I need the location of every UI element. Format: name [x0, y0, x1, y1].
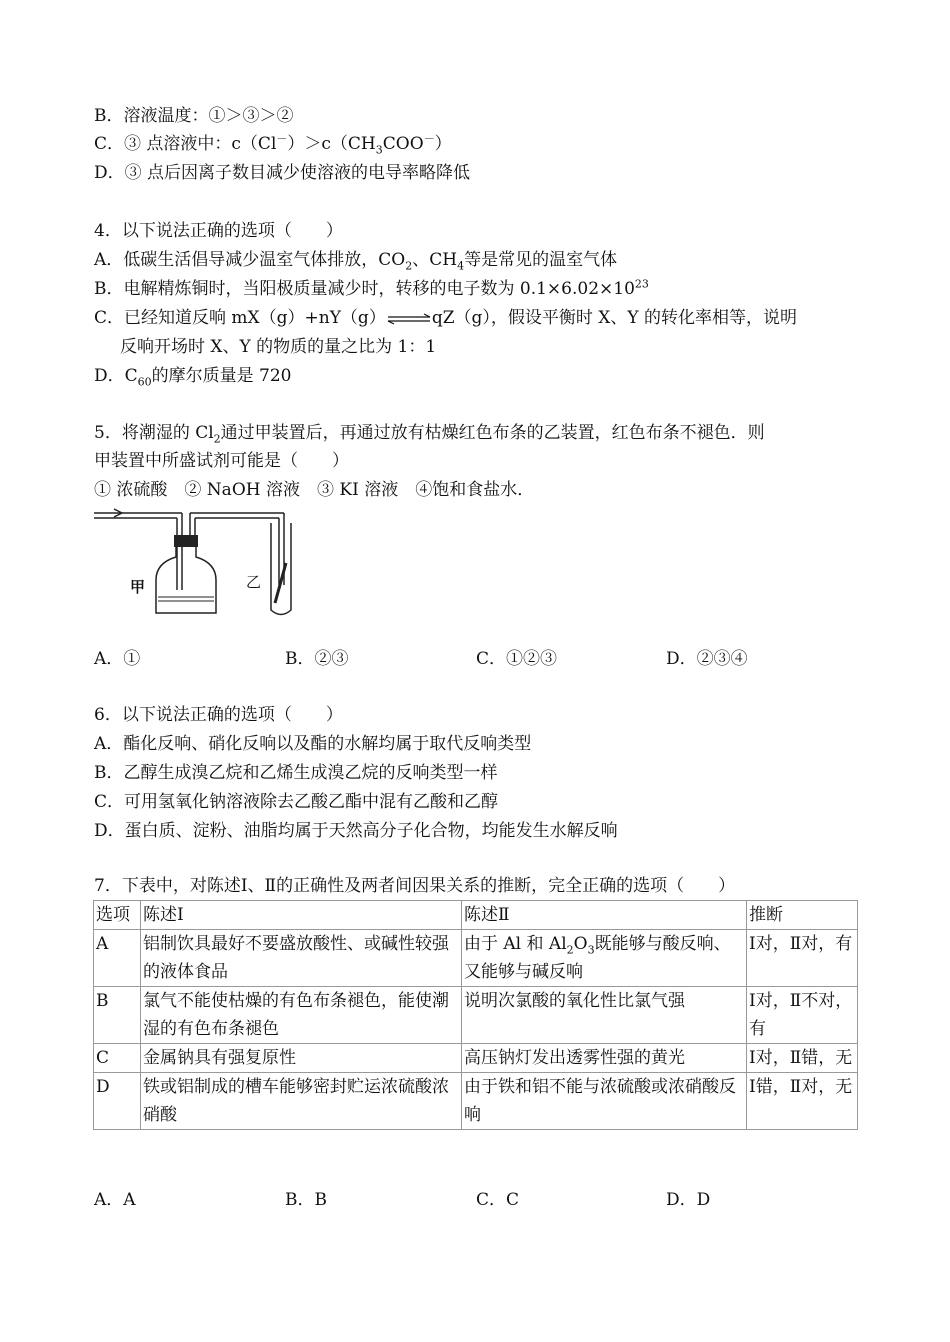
- q5-option-b: B．②③: [285, 649, 349, 669]
- table-cell: Ⅰ对，Ⅱ错，无: [747, 1044, 858, 1073]
- q3-option-c: C．③ 点溶液中：$c(Cl^-)>c(CH_3COO^-)$: [94, 132, 452, 157]
- table-cell: B: [94, 987, 141, 1044]
- test-tube: [271, 523, 291, 615]
- table-cell: Ⅰ错，Ⅱ对，无: [747, 1073, 858, 1130]
- q4-option-b: B．电解精炼铜时，当阳极质量减少时，转移的电子数为 $0.1\times 6.02\times 10^{23}$: [94, 277, 649, 299]
- q6-option-c: C．可用氢氧化钠溶液除去乙酸乙酯中混有乙酸和乙醇: [94, 792, 499, 812]
- q5-stem-continued: 甲装置中所盛试剂可能是（ ）: [94, 451, 349, 471]
- q7-option-c: C．C: [476, 1190, 520, 1210]
- q4-option-a: A．低碳生活倡导减少温室气体排放，$CO_2$、$CH_4$等是常见的温室气体: [94, 250, 618, 273]
- table-cell: C: [94, 1044, 141, 1073]
- q3-option-b: B．溶液温度：①＞③＞②: [94, 106, 294, 126]
- q4-option-d: D．$C_{60}$的摩尔质量是 720: [94, 366, 292, 389]
- apparatus-diagram: [94, 505, 324, 620]
- table-cell: 铝制饮具最好不要盛放酸性、或碱性较强的液体食品: [141, 930, 462, 987]
- table-header: 陈述Ⅰ: [141, 901, 462, 930]
- q7-stem: 7．下表中，对陈述Ⅰ、Ⅱ的正确性及两者间因果关系的推断，完全正确的选项（ ）: [94, 876, 736, 896]
- q3-option-d: D．③ 点后因离子数目减少使溶液的电导率略降低: [94, 163, 471, 183]
- table-header-row: [94, 901, 858, 930]
- q6-option-d: D．蛋白质、淀粉、油脂均属于天然高分子化合物，均能发生水解反响: [94, 821, 618, 841]
- q7-option-b: B．B: [285, 1190, 327, 1210]
- q5-option-d: D．②③④: [666, 649, 748, 669]
- table-row: [94, 1044, 858, 1073]
- table-cell: Ⅰ对，Ⅱ对，有: [747, 930, 858, 987]
- q7-option-a: A．A: [94, 1190, 136, 1210]
- q6-option-a: A．酯化反响、硝化反响以及酯的水解均属于取代反响类型: [94, 734, 532, 754]
- q4-option-c: C．已经知道反响 mX（g）+nY（g） qZ（g），假设平衡时 X、Y 的转化率相等，说明: [94, 308, 798, 328]
- q6-stem: 6．以下说法正确的选项（ ）: [94, 705, 343, 725]
- table-cell: 氯气不能使枯燥的有色布条褪色，能使潮湿的有色布条褪色: [141, 987, 462, 1044]
- table-header: 陈述Ⅱ: [462, 901, 747, 930]
- q4-option-c-continued: 反响开场时 X、Y 的物质的量之比为 1：1: [120, 337, 437, 357]
- q5-stem: 5．将潮湿的 $Cl_2$通过甲装置后，再通过放有枯燥红色布条的乙装置，红色布条不褪色．则: [94, 423, 765, 446]
- table-cell: 高压钠灯发出透雾性强的黄光: [462, 1044, 747, 1073]
- table-cell: Ⅰ对，Ⅱ不对，有: [747, 987, 858, 1044]
- table-cell: 由于 Al 和 $Al_2O_3$既能够与酸反响、又能够与碱反响: [462, 930, 747, 987]
- label-jia: 甲: [130, 578, 146, 596]
- q6-option-b: B．乙醇生成溴乙烷和乙烯生成溴乙烷的反响类型一样: [94, 763, 498, 783]
- table-cell: 铁或铝制成的槽车能够密封贮运浓硫酸浓硝酸: [141, 1073, 462, 1130]
- table-cell: 由于铁和铝不能与浓硫酸或浓硝酸反响: [462, 1073, 747, 1130]
- table-row: [94, 987, 858, 1044]
- table-header: 选项: [94, 901, 141, 930]
- q5-option-c: C．①②③: [476, 649, 558, 669]
- q7-table: [93, 900, 858, 1130]
- q5-option-a: A．①: [94, 649, 141, 669]
- table-cell: D: [94, 1073, 141, 1130]
- q5-reagents: ① 浓硫酸 ② NaOH 溶液 ③ KI 溶液 ④饱和食盐水．: [94, 480, 535, 500]
- table-row: [94, 1073, 858, 1130]
- q4-stem: 4．以下说法正确的选项（ ）: [94, 221, 343, 241]
- table-cell: 说明次氯酸的氧化性比氯气强: [462, 987, 747, 1044]
- table-cell: 金属钠具有强复原性: [141, 1044, 462, 1073]
- gas-washing-bottle: [156, 545, 216, 613]
- label-yi: 乙: [246, 573, 262, 591]
- table-cell: A: [94, 930, 141, 987]
- equilibrium-arrow-icon: [386, 313, 432, 325]
- q7-option-d: D．D: [666, 1190, 711, 1210]
- table-row: [94, 930, 858, 987]
- table-header: 推断: [747, 901, 858, 930]
